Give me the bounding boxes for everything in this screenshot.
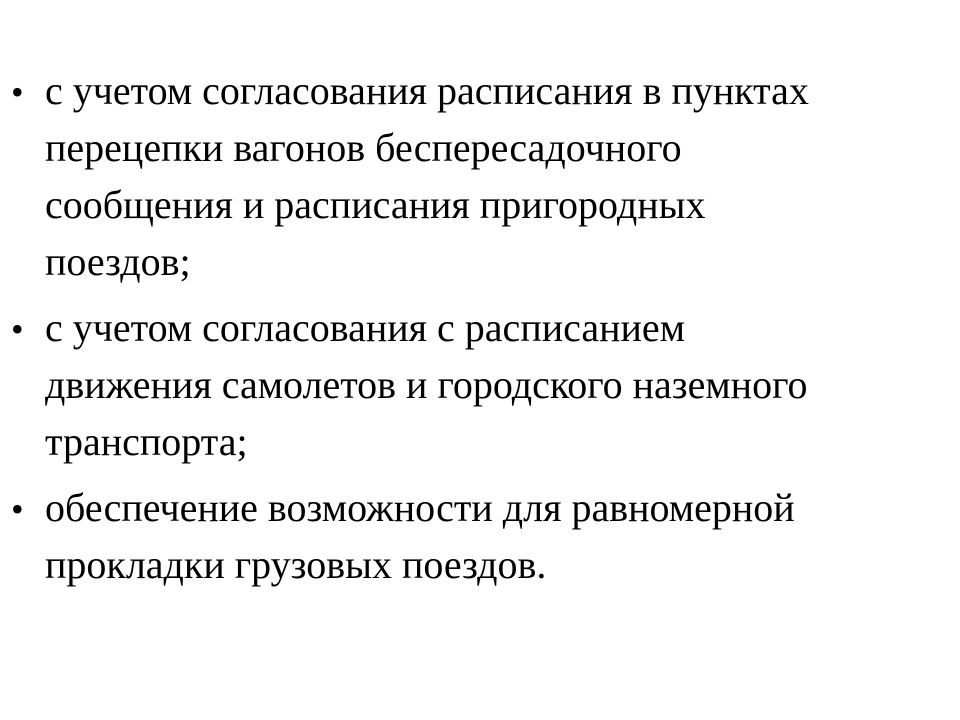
bullet-marker: • — [11, 489, 24, 529]
list-item — [0, 299, 960, 470]
bullet-text: с учетом согласования расписания в пунктах перецепки вагонов беспересадочного сообщения и расписания пригородных поездов; — [45, 68, 809, 284]
bullet-text: с учетом согласования с расписанием движения самолетов и городского наземного транспорта; — [45, 305, 808, 464]
list-item — [0, 479, 960, 593]
bullet-marker: • — [11, 72, 24, 112]
bullet-list — [0, 62, 960, 602]
bullet-text: обеспечение возможности для равномерной прокладки грузовых поездов. — [45, 485, 795, 587]
bullet-marker: • — [11, 309, 24, 349]
list-item — [0, 62, 960, 290]
